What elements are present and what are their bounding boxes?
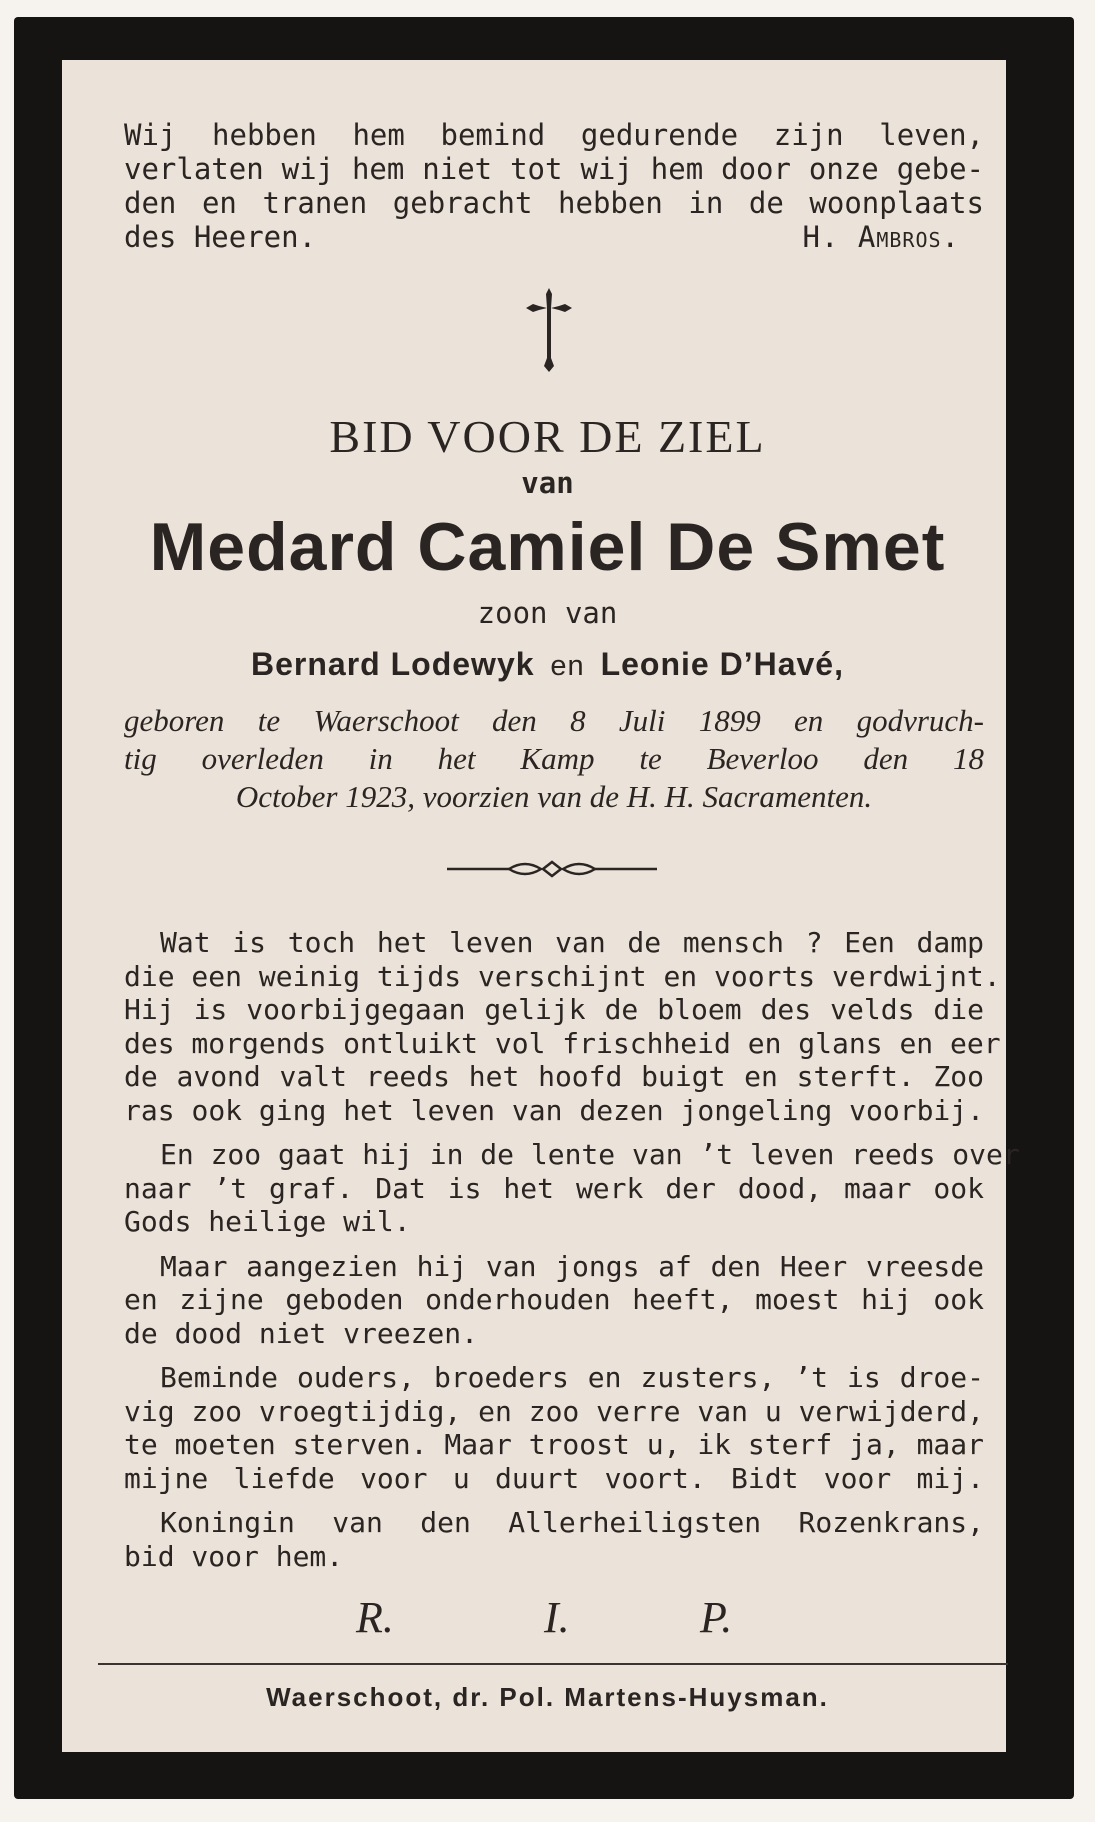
parents-line bbox=[0, 646, 1095, 683]
rip-r: R. bbox=[356, 1593, 394, 1642]
text-line: bid voor hem. bbox=[124, 1539, 344, 1573]
memorial-paragraph bbox=[124, 1138, 1020, 1239]
text-line: de dood niet vreezen. bbox=[124, 1316, 479, 1350]
prayer-heading: BID VOOR DE ZIEL bbox=[329, 411, 766, 462]
text-line: vig zoo vroegtijdig, en zoo verre van u verwijderd, bbox=[124, 1394, 984, 1428]
printer-credit: Waerschoot, dr. Pol. Martens-Huysman. bbox=[266, 1682, 829, 1712]
text-line: En zoo gaat hij in de lente van ’t leven reeds over bbox=[160, 1138, 1020, 1171]
text-line: ras ook ging het leven van dezen jongeling voorbij. bbox=[124, 1093, 984, 1127]
text-line: Wat is toch het leven van de mensch ? Een damp bbox=[160, 926, 984, 959]
memorial-paragraph bbox=[124, 1250, 984, 1351]
memorial-paragraph bbox=[124, 1506, 984, 1573]
text-line: mijne liefde voor u duurt voort. Bidt voor mij. bbox=[124, 1461, 984, 1495]
memorial-paragraph bbox=[124, 1361, 984, 1495]
and-label: en bbox=[550, 650, 585, 682]
text-line: Hij is voorbijgegaan gelijk de bloem des velds die bbox=[124, 993, 984, 1026]
divider-ornament-icon bbox=[447, 858, 657, 880]
text-line: Beminde ouders, broeders en zusters, ’t is droe- bbox=[160, 1361, 984, 1394]
memorial-paragraph bbox=[124, 926, 1001, 1127]
father-name: Bernard Lodewyk bbox=[251, 646, 535, 682]
text-line: des morgends ontluikt vol frischheid en glans en eer bbox=[124, 1026, 1001, 1060]
text-line: de avond valt reeds het hoofd buigt en sterft. Zoo bbox=[124, 1060, 984, 1093]
quote-line: Wij hebben hem bemind gedurende zijn leven, bbox=[124, 118, 984, 152]
text-line: naar ’t graf. Dat is het werk der dood, maar ook bbox=[124, 1171, 984, 1205]
birth-death-details bbox=[124, 702, 984, 816]
quote-attribution: H. Ambros. bbox=[802, 220, 960, 254]
rip-i: I. bbox=[544, 1593, 570, 1642]
memorial-text bbox=[124, 926, 1020, 1584]
van-label: van bbox=[521, 466, 574, 500]
details-line: October 1923, voorzien van de H. H. Sacramenten. bbox=[235, 779, 873, 814]
quote-line: verlaten wij hem niet tot wij hem door onze gebe- bbox=[124, 152, 984, 186]
details-line: geboren te Waerschoot den 8 Juli 1899 en godvruch- bbox=[124, 703, 984, 738]
deceased-name: Medard Camiel De Smet bbox=[149, 509, 946, 585]
text-line: Koningin van den Allerheiligsten Rozenkrans, bbox=[160, 1506, 984, 1539]
details-line: tig overleden in het Kamp te Beverloo den 18 bbox=[124, 741, 984, 776]
text-line: en zijne geboden onderhouden heeft, moest hij ook bbox=[124, 1283, 984, 1316]
text-line: Maar aangezien hij van jongs af den Heer vreesde bbox=[160, 1249, 984, 1283]
footer-rule bbox=[98, 1663, 1008, 1665]
quote-line: den en tranen gebracht hebben in de woonplaats bbox=[124, 186, 984, 220]
text-line: Gods heilige wil. bbox=[124, 1205, 411, 1238]
quote-line bbox=[124, 220, 984, 254]
rip-p: P. bbox=[700, 1593, 733, 1642]
opening-quote bbox=[124, 118, 984, 254]
text-line: te moeten sterven. Maar troost u, ik sterf ja, maar bbox=[124, 1428, 984, 1461]
son-of-label: zoon van bbox=[477, 596, 618, 630]
mother-name: Leonie D’Havé, bbox=[600, 646, 844, 682]
quote-line-text: des Heeren. bbox=[124, 220, 317, 254]
text-line: die een weinig tijds verschijnt en voorts verdwijnt. bbox=[124, 959, 1001, 993]
latin-cross-icon bbox=[521, 286, 577, 372]
